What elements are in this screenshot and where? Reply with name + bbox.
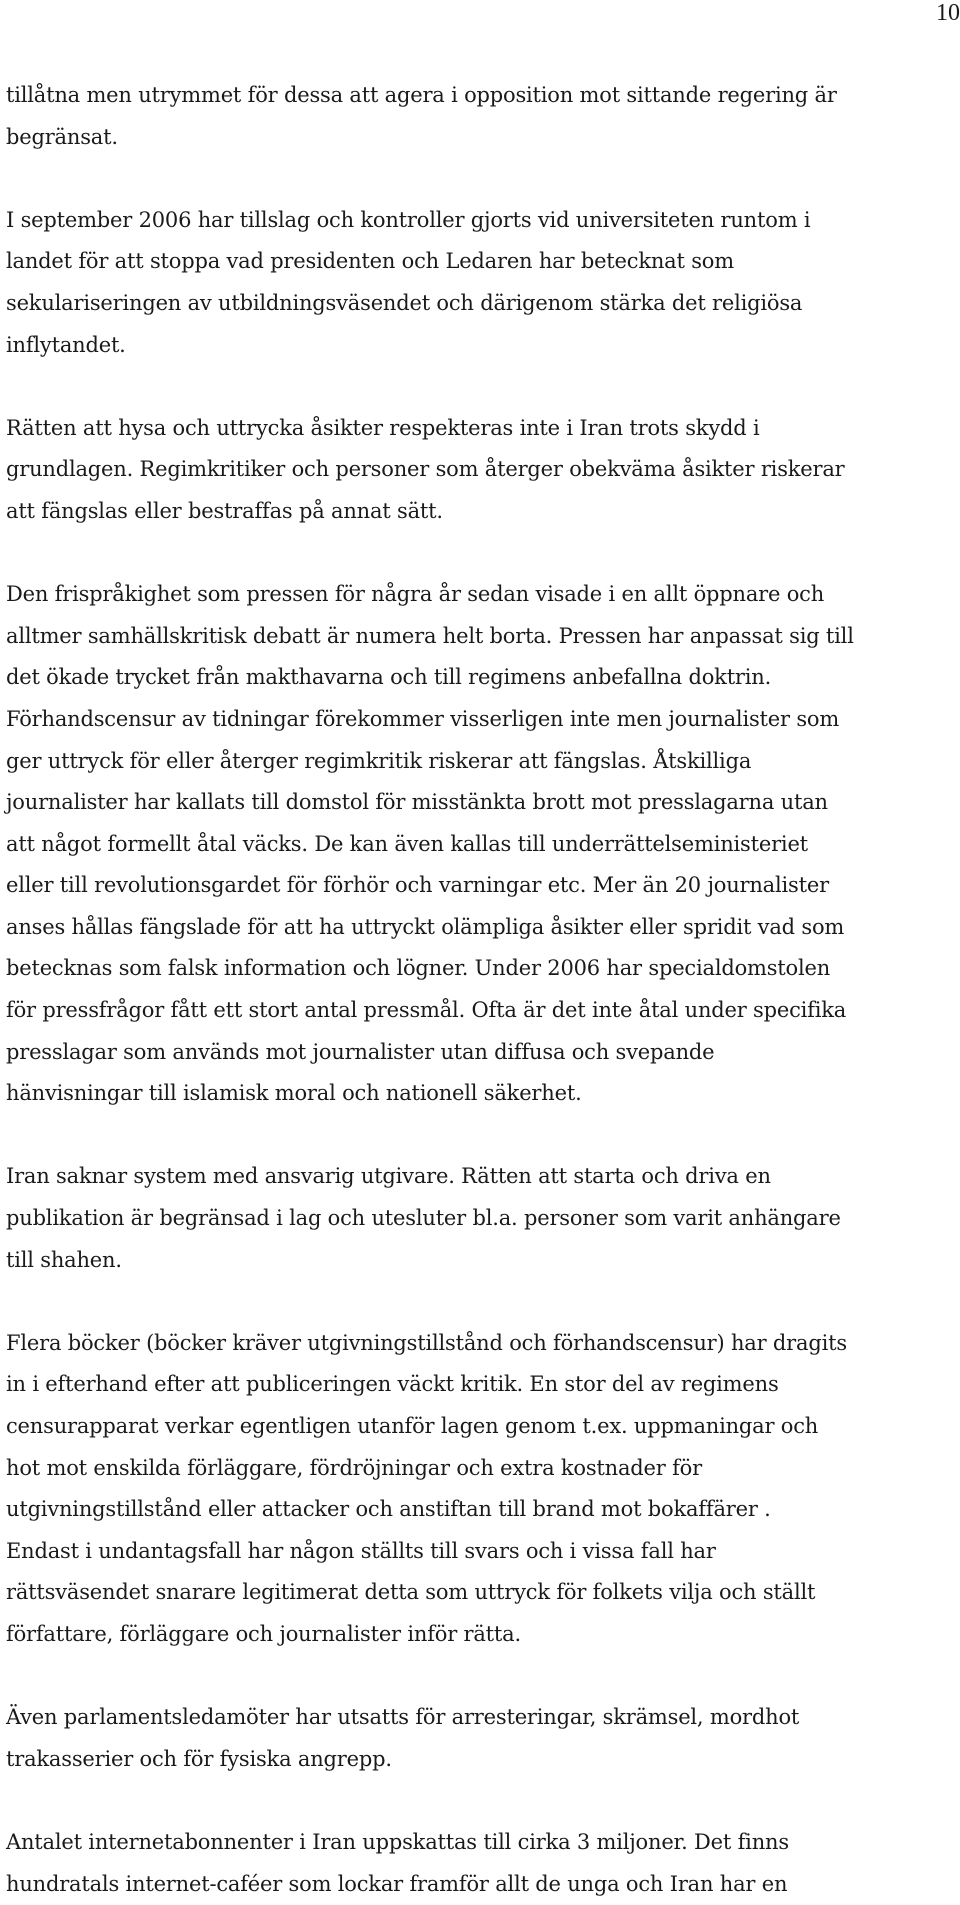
text-line: hundratals internet-caféer som lockar framför allt de unga och Iran har en bbox=[6, 1871, 788, 1896]
text-line: alltmer samhällskritisk debatt är numera helt borta. Pressen har anpassat sig till bbox=[6, 623, 854, 648]
text-line: författare, förläggare och journalister inför rätta. bbox=[6, 1621, 521, 1646]
text-line: in i efterhand efter att publiceringen väckt kritik. En stor del av regimens bbox=[6, 1372, 779, 1397]
text-line: anses hållas fängslade för att ha uttryckt olämpliga åsikter eller spridit vad som bbox=[6, 914, 845, 939]
text-line: Även parlamentsledamöter har utsatts för arresteringar, skrämsel, mordhot bbox=[6, 1705, 800, 1730]
paragraph bbox=[6, 408, 954, 533]
paragraph bbox=[6, 1156, 954, 1281]
paragraph bbox=[6, 75, 954, 158]
text-line: Endast i undantagsfall har någon ställts till svars och i vissa fall har bbox=[6, 1538, 716, 1563]
text-line: sekulariseringen av utbildningsväsendet och därigenom stärka det religiösa bbox=[6, 290, 803, 315]
paragraph bbox=[6, 1822, 954, 1905]
text-line: det ökade trycket från makthavarna och till regimens anbefallna doktrin. bbox=[6, 665, 772, 690]
text-line: utgivningstillstånd eller attacker och anstiftan till brand mot bokaffärer . bbox=[6, 1497, 771, 1522]
text-line: Rätten att hysa och uttrycka åsikter respekteras inte i Iran trots skydd i bbox=[6, 415, 760, 440]
text-line: eller till revolutionsgardet för förhör och varningar etc. Mer än 20 journalister bbox=[6, 873, 829, 898]
text-line: trakasserier och för fysiska angrepp. bbox=[6, 1746, 392, 1771]
document-body bbox=[6, 75, 954, 1905]
paragraph bbox=[6, 1323, 954, 1656]
text-line: I september 2006 har tillslag och kontroller gjorts vid universiteten runtom i bbox=[6, 207, 811, 232]
text-line: Den frispråkighet som pressen för några år sedan visade i en allt öppnare och bbox=[6, 582, 825, 607]
text-line: begränsat. bbox=[6, 124, 118, 149]
text-line: att fängslas eller bestraffas på annat sätt. bbox=[6, 498, 443, 523]
text-line: ger uttryck för eller återger regimkritik riskerar att fängslas. Åtskilliga bbox=[6, 748, 752, 773]
text-line: inflytandet. bbox=[6, 332, 126, 357]
text-line: till shahen. bbox=[6, 1247, 122, 1272]
text-line: Flera böcker (böcker kräver utgivningstillstånd och förhandscensur) har dragits bbox=[6, 1330, 847, 1355]
text-line: hänvisningar till islamisk moral och nationell säkerhet. bbox=[6, 1081, 582, 1106]
text-line: rättsväsendet snarare legitimerat detta som uttryck för folkets vilja och ställt bbox=[6, 1580, 816, 1605]
text-line: hot mot enskilda förläggare, fördröjningar och extra kostnader för bbox=[6, 1455, 702, 1480]
text-line: landet för att stoppa vad presidenten och Ledaren har betecknat som bbox=[6, 249, 734, 274]
text-line: publikation är begränsad i lag och utesluter bl.a. personer som varit anhängare bbox=[6, 1206, 841, 1231]
text-line: grundlagen. Regimkritiker och personer som återger obekväma åsikter riskerar bbox=[6, 457, 845, 482]
text-line: att något formellt åtal väcks. De kan även kallas till underrättelseministeriet bbox=[6, 831, 808, 856]
text-line: betecknas som falsk information och lögner. Under 2006 har specialdomstolen bbox=[6, 956, 831, 981]
text-line: journalister har kallats till domstol för misstänkta brott mot presslagarna utan bbox=[6, 790, 828, 815]
text-line: presslagar som används mot journalister utan diffusa och svepande bbox=[6, 1039, 715, 1064]
paragraph bbox=[6, 574, 954, 1115]
text-line: för pressfrågor fått ett stort antal pressmål. Ofta är det inte åtal under specifika bbox=[6, 998, 847, 1023]
page-number: 10 bbox=[936, 0, 960, 26]
paragraph bbox=[6, 200, 954, 366]
text-line: Iran saknar system med ansvarig utgivare. Rätten att starta och driva en bbox=[6, 1164, 771, 1189]
text-line: censurapparat verkar egentligen utanför lagen genom t.ex. uppmaningar och bbox=[6, 1414, 819, 1438]
paragraph bbox=[6, 1697, 954, 1780]
text-line: Förhandscensur av tidningar förekommer visserligen inte men journalister som bbox=[6, 706, 840, 731]
text-line: Antalet internetabonnenter i Iran uppskattas till cirka 3 miljoner. Det finns bbox=[6, 1829, 789, 1854]
text-line: tillåtna men utrymmet för dessa att agera i opposition mot sittande regering är bbox=[6, 83, 837, 107]
